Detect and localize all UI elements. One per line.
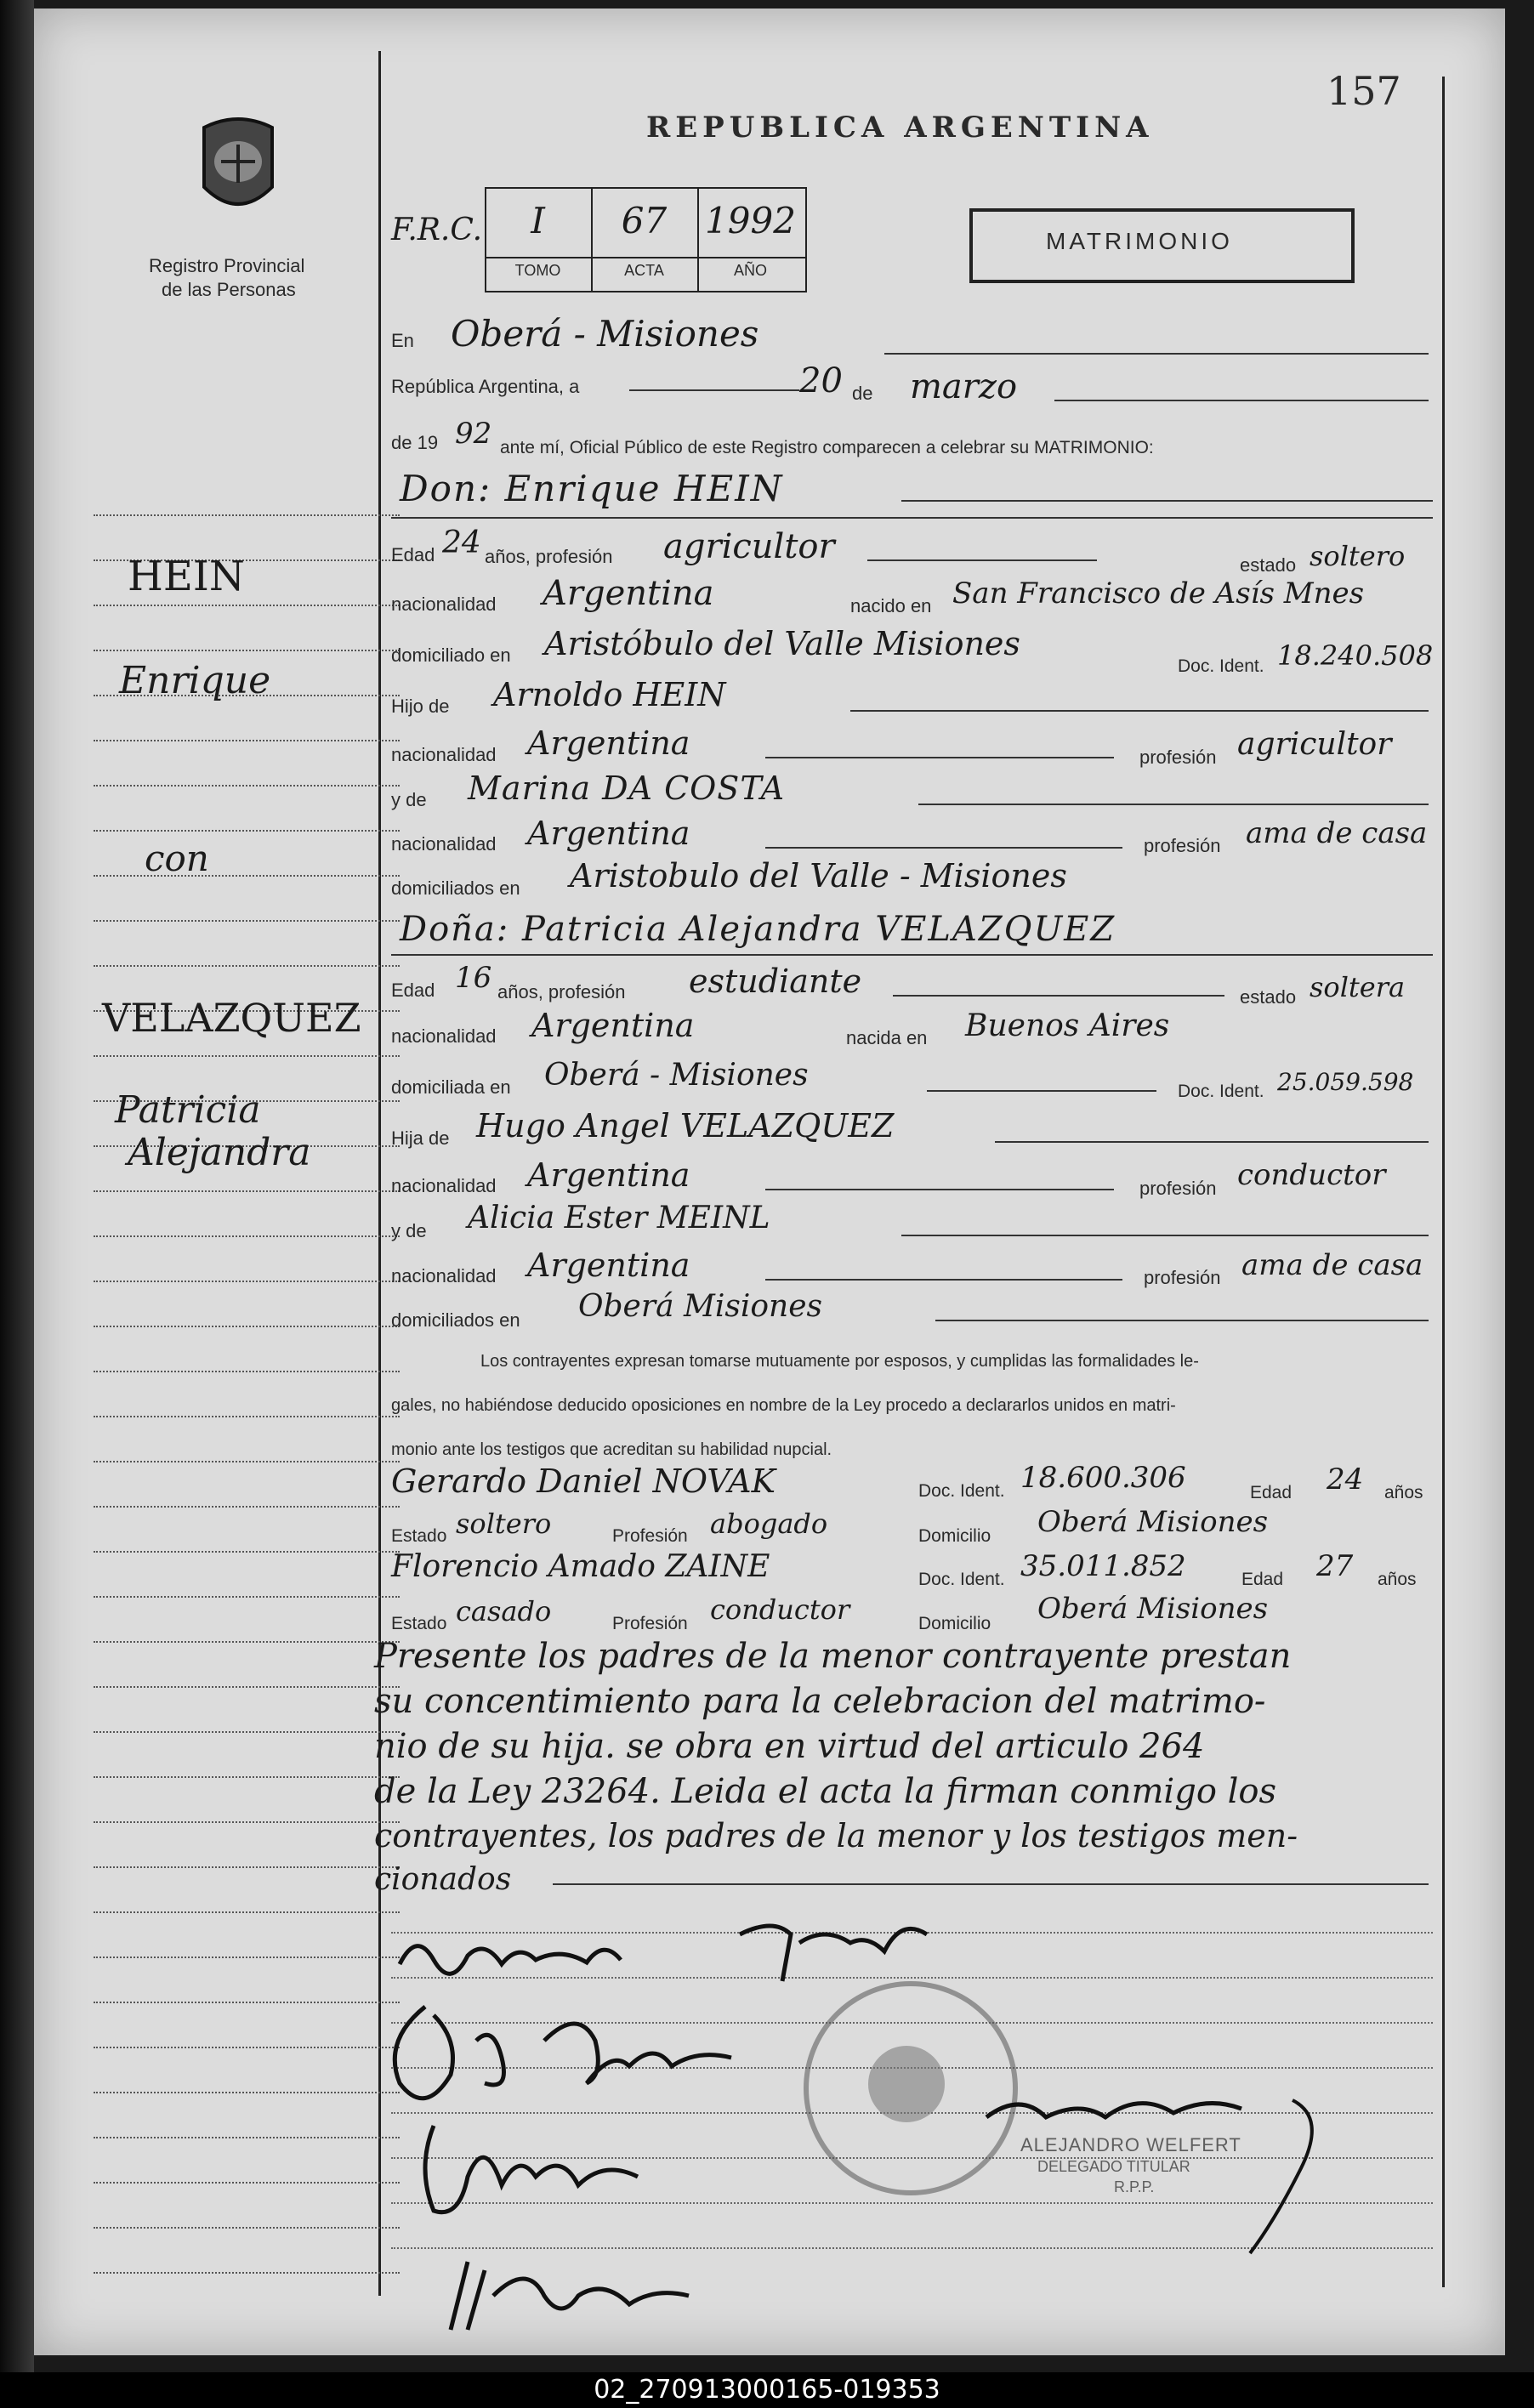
fill-line [765,757,1114,758]
note-line-1: Presente los padres de la menor contrayente prestan [374,1637,1292,1676]
groom-parents-domicile: Aristobulo del Valle - Misiones [570,857,1067,894]
bride-mother-prof: ama de casa [1241,1248,1423,1282]
bride-father-nat-label: nacionalidad [391,1175,497,1196]
margin-rule-line [94,1461,400,1462]
page-number: 157 [1327,68,1401,114]
witness2-anos: años [1378,1570,1417,1589]
margin-rule-line [94,1371,400,1372]
margin-groom-name: Enrique [119,659,271,702]
groom-mother-nat-label: nacionalidad [391,833,497,855]
groom-domicile: Aristóbulo del Valle Misiones [544,625,1020,662]
fill-line [927,1090,1156,1092]
witness2-profession: conductor [710,1593,850,1626]
bride-mother-prof-label: profesión [1144,1267,1221,1288]
witness2-estado-label: Estado [391,1614,447,1633]
intro-text: ante mí, Oficial Público de este Registro comparecen a celebrar su MATRIMONIO: [500,438,1154,457]
groom-nationality: Argentina [543,574,714,613]
bride-hija-label: Hija de [391,1127,450,1149]
witness2-domicilio-label: Domicilio [918,1614,991,1633]
margin-rule-line [94,1596,400,1598]
margin-rule-line [94,514,400,516]
ano-value: 1992 [705,200,796,241]
margin-bride-name1: Patricia [115,1088,261,1132]
fill-line [765,1189,1114,1190]
margin-rule-line [94,2227,400,2229]
witness2-estado: casado [456,1595,552,1627]
margin-rule-line [94,2137,400,2138]
fill-line [1054,400,1429,401]
groom-father-nat-label: nacionalidad [391,744,497,765]
bride-edad-label: Edad [391,980,435,1001]
margin-rule-line [94,1956,400,1958]
margin-rule-line [94,2002,400,2003]
witness2-domicile: Oberá Misiones [1037,1592,1269,1626]
margin-rule-line [94,1686,400,1688]
witness1-profession: abogado [710,1508,828,1540]
margin-rule-line [94,740,400,741]
margin-rule-line [94,650,400,651]
margin-groom-surname: HEIN [128,553,245,600]
fill-line [629,389,799,391]
groom-full: Don: Enrique HEIN [400,468,784,509]
year-suffix: 92 [455,417,492,451]
groom-doc: 18.240.508 [1277,639,1434,672]
margin-bride-surname: VELAZQUEZ [102,995,361,1041]
country-title: REPUBLICA ARGENTINA [646,111,1154,145]
bride-father: Hugo Angel VELAZQUEZ [476,1107,895,1144]
witness1-domicilio-label: Domicilio [918,1526,991,1546]
bride-father-prof-label: profesión [1139,1178,1217,1199]
margin-rule-line [94,1055,400,1057]
note-line-3: nio de su hija. se obra en virtud del articulo 264 [374,1727,1205,1766]
page-edge-shadow [0,0,34,2372]
acta-label: ACTA [624,262,664,279]
witness1-domicile: Oberá Misiones [1037,1505,1269,1539]
bride-anos-profesion: años, profesión [497,981,626,1002]
fill-line [884,353,1429,355]
margin-rule-line [94,605,400,606]
formula-line3: monio ante los testigos que acreditan su habilidad nupcial. [391,1440,832,1459]
witness1-estado: soltero [456,1508,552,1540]
witness2-doc-label: Doc. Ident. [918,1570,1005,1589]
witness1-doc: 18.600.306 [1020,1461,1186,1495]
groom-nacido-label: nacido en [850,595,932,616]
bride-nacionalidad-label: nacionalidad [391,1025,497,1047]
bride-estado-label: estado [1240,986,1297,1008]
groom-birthplace: San Francisco de Asís Mnes [952,576,1365,611]
bride-estado: soltera [1310,971,1406,1003]
frc-row-divider [485,257,805,258]
bride-domiciliados-label: domiciliados en [391,1309,520,1331]
scan-caption: 02_270913000165-019353 [0,2372,1534,2408]
place: Oberá - Misiones [451,313,759,355]
formula-line2: gales, no habiéndose deducido oposiciones en nombre de la Ley procedo a declararlos unidos en matri- [391,1396,1176,1415]
fill-line [893,995,1224,997]
bride-mother-nat-label: nacionalidad [391,1265,497,1286]
witness1-name: Gerardo Daniel NOVAK [391,1462,776,1500]
signature-bride-icon [374,1990,765,2126]
republica-label: República Argentina, a [391,376,580,397]
bride-father-nat: Argentina [527,1156,690,1194]
registry-name-line1: Registro Provincial [149,255,305,276]
doc-type: MATRIMONIO [1046,228,1233,254]
groom-father-prof-label: profesión [1139,747,1217,768]
witness2-profesion-label: Profesión [612,1614,688,1633]
signature-witness-top-icon [723,1900,935,1985]
margin-rule-line [94,1416,400,1417]
groom-father-prof: agricultor [1237,727,1392,762]
margin-rule-line [94,965,400,967]
groom-age: 24 [442,525,481,560]
margin-rule-line [94,1551,400,1553]
witness1-doc-label: Doc. Ident. [918,1481,1005,1501]
witness2-doc: 35.011.852 [1020,1549,1186,1583]
official-office: R.P.P. [1114,2178,1155,2195]
margin-rule-line [94,1731,400,1733]
groom-father-nat: Argentina [527,724,690,762]
tomo-label: TOMO [514,262,561,279]
margin-rule-line [94,875,400,877]
day: 20 [799,361,843,400]
bride-nationality: Argentina [531,1007,695,1044]
bride-nacida-label: nacida en [846,1027,928,1048]
margin-rule-line [94,1776,400,1778]
groom-estado: soltero [1310,540,1406,572]
bride-doc-label: Doc. Ident. [1178,1082,1264,1101]
margin-rule-line [94,2092,400,2093]
bride-birthplace: Buenos Aires [965,1008,1170,1043]
margin-rule-line [94,920,400,922]
groom-mother-prof-label: profesión [1144,835,1221,856]
official-role: DELEGADO TITULAR [1037,2158,1190,2175]
margin-rule-line [94,1821,400,1823]
de-label: de [852,383,873,404]
bride-profession: estudiante [689,963,862,1000]
signature-groom-icon [391,1913,680,1990]
acta-value: 67 [621,200,668,241]
fill-line [901,1235,1429,1236]
witness1-estado-label: Estado [391,1526,447,1546]
fill-line [765,847,1122,849]
fill-line [901,500,1433,502]
groom-domicilio-label: domiciliado en [391,645,511,666]
month: marzo [910,367,1018,406]
groom-yde-label: y de [391,789,427,810]
bride-age: 16 [455,961,492,995]
margin-divider [378,51,381,2296]
margin-rule-line [94,830,400,832]
fill-line [765,1279,1122,1281]
margin-connector: con [145,838,209,879]
margin-rule-line [94,1281,400,1282]
groom-father: Arnoldo HEIN [493,676,726,713]
right-border [1442,77,1445,2287]
bride-parents-domicile: Oberá Misiones [578,1289,822,1324]
witness1-anos: años [1384,1483,1423,1502]
groom-hijo-label: Hijo de [391,696,450,717]
provincial-seal-icon [187,111,289,230]
bride-domicile: Oberá - Misiones [544,1058,809,1093]
witness1-profesion-label: Profesión [612,1526,688,1546]
groom-mother-nat: Argentina [527,815,690,852]
groom-nacionalidad-label: nacionalidad [391,593,497,615]
groom-mother: Marina DA COSTA [468,770,786,807]
ano-label: AÑO [733,262,767,279]
fill-line [553,1883,1429,1885]
fill-line [391,517,1433,519]
formula-line1: Los contrayentes expresan tomarse mutuamente por esposos, y cumplidas las formalidades le- [480,1352,1199,1371]
witness1-age: 24 [1327,1462,1364,1496]
groom-anos-profesion: años, profesión [485,546,613,567]
margin-bride-name2: Alejandra [128,1131,311,1174]
fill-line [391,954,1433,956]
bride-full: Doña: Patricia Alejandra VELAZQUEZ [400,910,1116,949]
groom-edad-label: Edad [391,544,435,565]
groom-profession: agricultor [663,527,835,566]
note-line-4: de la Ley 23264. Leida el acta la firman conmigo los [374,1772,1277,1811]
margin-rule-line [94,1235,400,1237]
bride-mother: Alicia Ester MEINL [468,1201,770,1235]
margin-rule-line [94,2047,400,2048]
bride-yde-label: y de [391,1220,427,1241]
witness2-name: Florencio Amado ZAINE [391,1549,770,1584]
margin-rule-line [94,2182,400,2184]
bride-father-prof: conductor [1237,1158,1386,1192]
witness1-edad-label: Edad [1250,1483,1293,1502]
margin-rule-line [94,1866,400,1868]
note-line-2: su concentimiento para la celebracion del matrimo- [374,1682,1266,1721]
margin-rule-line [94,785,400,787]
groom-doc-label: Doc. Ident. [1178,656,1264,676]
note-line-5: contrayentes, los padres de la menor y los testigos men- [374,1817,1298,1854]
margin-rule-line [94,1190,400,1192]
bride-domicilio-label: domiciliada en [391,1076,511,1098]
fill-line [995,1141,1429,1143]
en-label: En [391,330,414,351]
fill-line [918,804,1429,805]
margin-rule-line [94,1326,400,1327]
groom-estado-label: estado [1240,554,1297,576]
bride-doc: 25.059.598 [1277,1068,1414,1096]
tomo-value: I [531,200,545,241]
fill-line [935,1320,1429,1321]
note-line-6: cionados [374,1862,512,1897]
margin-rule-line [94,1911,400,1913]
signature-witness-bottom-icon [434,2245,706,2338]
registry-name-line2: de las Personas [162,279,296,300]
witness2-age: 27 [1316,1549,1354,1583]
fill-line [850,710,1429,712]
certificate-page [34,9,1505,2355]
bride-mother-nat: Argentina [527,1247,690,1284]
fill-line [867,559,1097,561]
margin-rule-line [94,1506,400,1508]
year-prefix: de 19 [391,432,439,453]
official-name: ALEJANDRO WELFERT [1020,2134,1241,2155]
witness2-edad-label: Edad [1241,1570,1284,1589]
signature-parent-icon [400,2117,680,2228]
margin-rule-line [94,2272,400,2274]
margin-rule-line [94,1641,400,1643]
groom-mother-prof: ama de casa [1246,816,1428,850]
frc-label: F.R.C. [391,213,483,247]
groom-domiciliados-label: domiciliados en [391,877,520,899]
